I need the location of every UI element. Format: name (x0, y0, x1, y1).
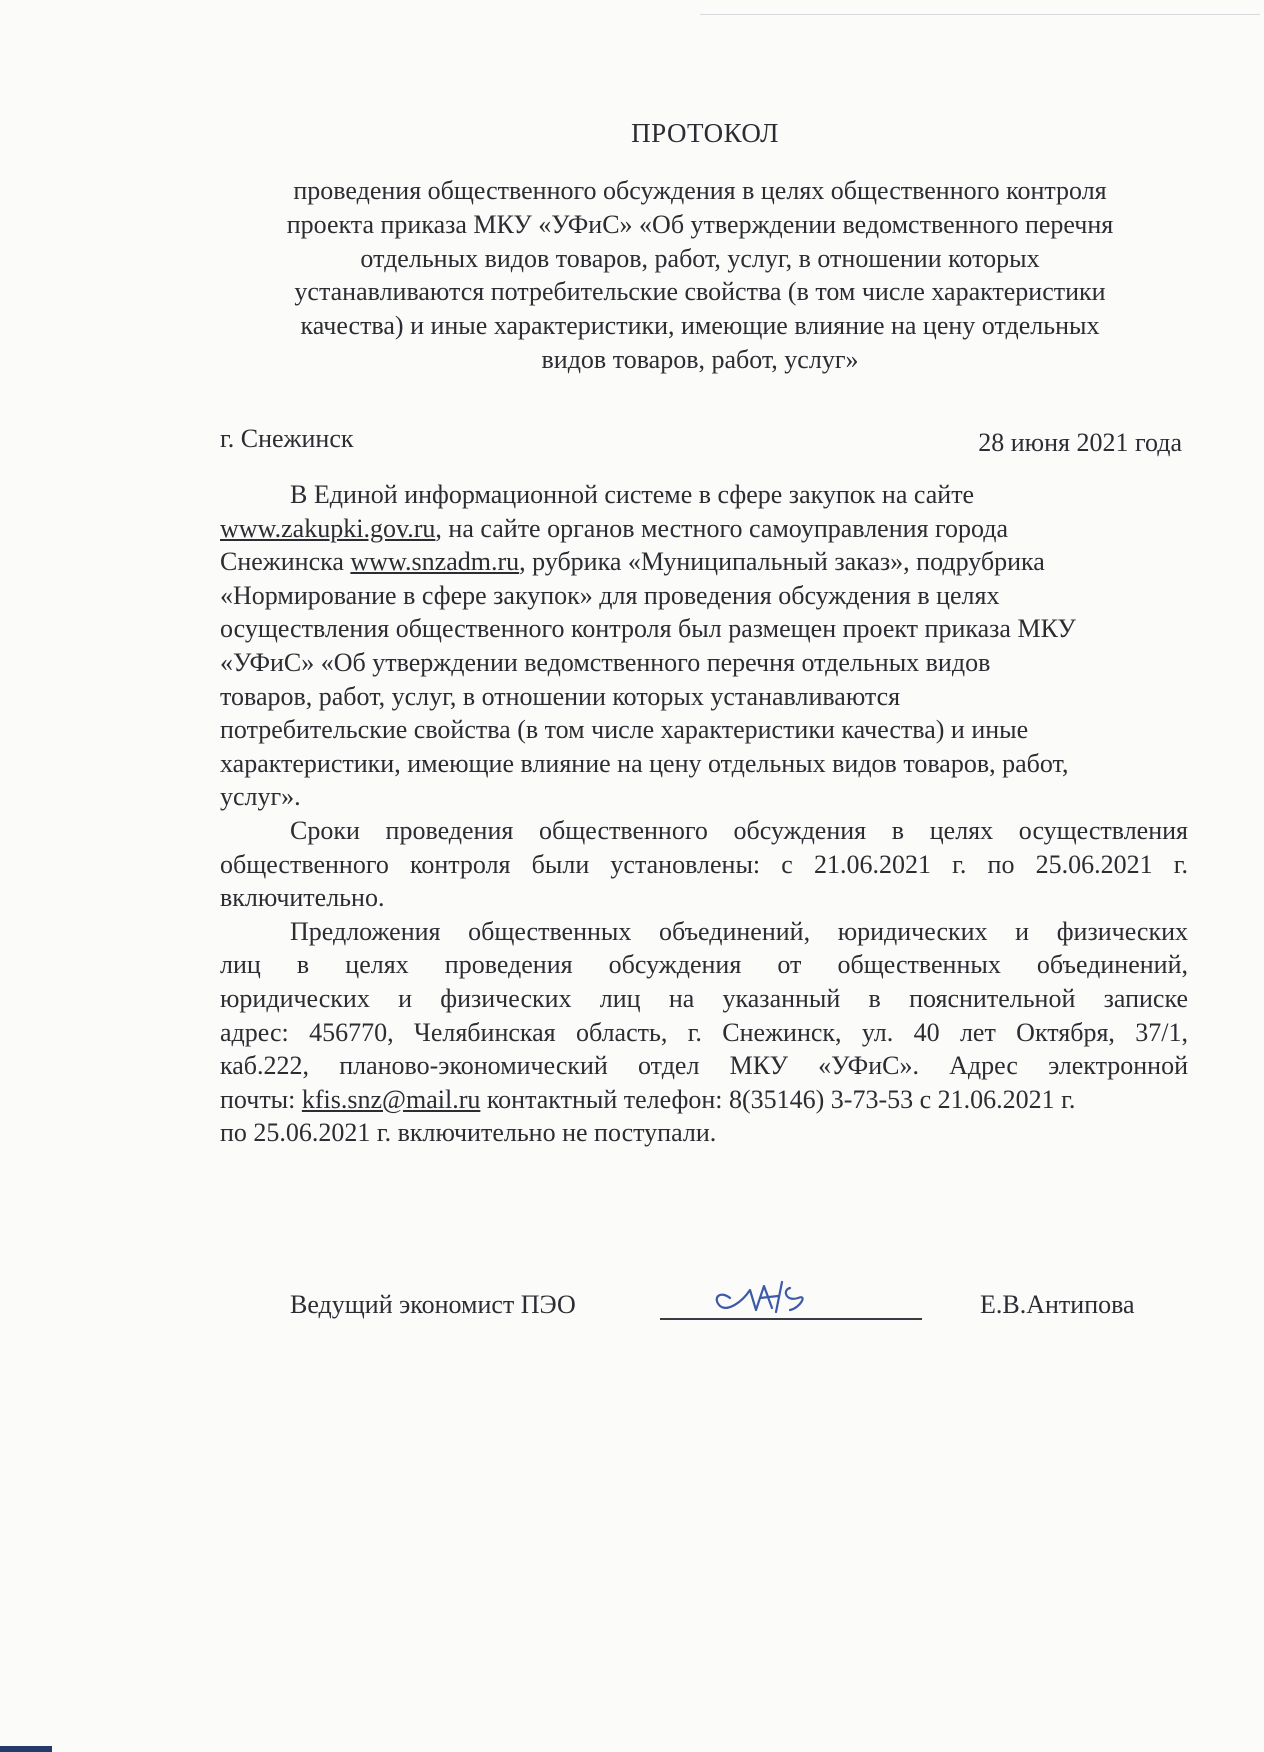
text-run: , рубрика «Муниципальный заказ», подрубрика (519, 547, 1045, 577)
document-title: ПРОТОКОЛ (631, 118, 779, 148)
paragraph-3-line: юридических и физических лиц на указанный в пояснительной записке (220, 983, 1188, 1013)
paragraph-1-line: товаров, работ, услуг, в отношении которых устанавливаются (220, 681, 901, 711)
subtitle-line: видов товаров, работ, услуг» (541, 344, 859, 374)
snzadm-link[interactable]: www.snzadm.ru (350, 547, 520, 577)
handwritten-signature-icon (690, 1268, 870, 1318)
signatory-name: Е.В.Антипова (980, 1290, 1135, 1319)
document-body (220, 478, 1188, 1150)
paragraph-3-line: каб.222, планово-экономический отдел МКУ «УФиС». Адрес электронной (220, 1051, 1188, 1081)
signature-line (660, 1318, 922, 1320)
paragraph-1-line: потребительские свойства (в том числе характеристики качества) и иные (220, 715, 1029, 745)
text-run: Снежинска (220, 547, 351, 577)
subtitle-line: отдельных видов товаров, работ, услуг, в отношении которых (360, 243, 1040, 273)
scan-edge-mark (0, 1746, 52, 1752)
paragraph-2-line: включительно. (220, 883, 385, 913)
subtitle-line: проведения общественного обсуждения в целях общественного контроля (293, 176, 1107, 205)
text-run: контактный телефон: 8(35146) 3-73-53 с 21.06.2021 г. (480, 1084, 1076, 1114)
document-date: 28 июня 2021 года (978, 428, 1182, 457)
paragraph-1-line: «УФиС» «Об утверждении ведомственного перечня отдельных видов (220, 647, 991, 677)
paragraph-1-line: услуг». (220, 782, 301, 812)
subtitle-line: устанавливаются потребительские свойства (в том числе характеристики (294, 277, 1106, 307)
subtitle-line: качества) и иные характеристики, имеющие влияние на цену отдельных (300, 311, 1100, 341)
signatory-role: Ведущий экономист ПЭО (290, 1290, 576, 1319)
document-subtitle (220, 174, 1180, 377)
paragraph-3-line: по 25.06.2021 г. включительно не поступали. (220, 1118, 717, 1148)
zakupki-link[interactable]: www.zakupki.gov.ru (220, 513, 436, 543)
text-run: почты: (220, 1084, 302, 1114)
paragraph-1-line: В Единой информационной системе в сфере закупок на сайте (290, 480, 975, 509)
paragraph-1-line (220, 512, 1188, 546)
email-link[interactable]: kfis.snz@mail.ru (301, 1084, 481, 1114)
text-run: , на сайте органов местного самоуправления города (435, 513, 1009, 543)
paragraph-1-line: характеристики, имеющие влияние на цену отдельных видов товаров, работ, (220, 748, 1069, 778)
paragraph-1-line (220, 545, 1188, 579)
scan-artifact (700, 14, 1260, 15)
paragraph-3-line (220, 1083, 1188, 1117)
city-label: г. Снежинск (220, 424, 354, 453)
paragraph-2-line: общественного контроля были установлены: с 21.06.2021 г. по 25.06.2021 г. (220, 849, 1188, 879)
paragraph-2-line: Сроки проведения общественного обсуждения в целях осуществления (290, 815, 1188, 845)
subtitle-line: проекта приказа МКУ «УФиС» «Об утверждении ведомственного перечня (286, 209, 1114, 239)
paragraph-3-line: лиц в целях проведения обсуждения от общественных объединений, (220, 950, 1188, 980)
paragraph-1-line: «Нормирование в сфере закупок» для проведения обсуждения в целях (220, 580, 1000, 610)
paragraph-3-line: адрес: 456770, Челябинская область, г. Снежинск, ул. 40 лет Октября, 37/1, (220, 1017, 1188, 1047)
paragraph-1-line: осуществления общественного контроля был размещен проект приказа МКУ (220, 614, 1076, 644)
paragraph-3-line: Предложения общественных объединений, юридических и физических (290, 916, 1188, 946)
